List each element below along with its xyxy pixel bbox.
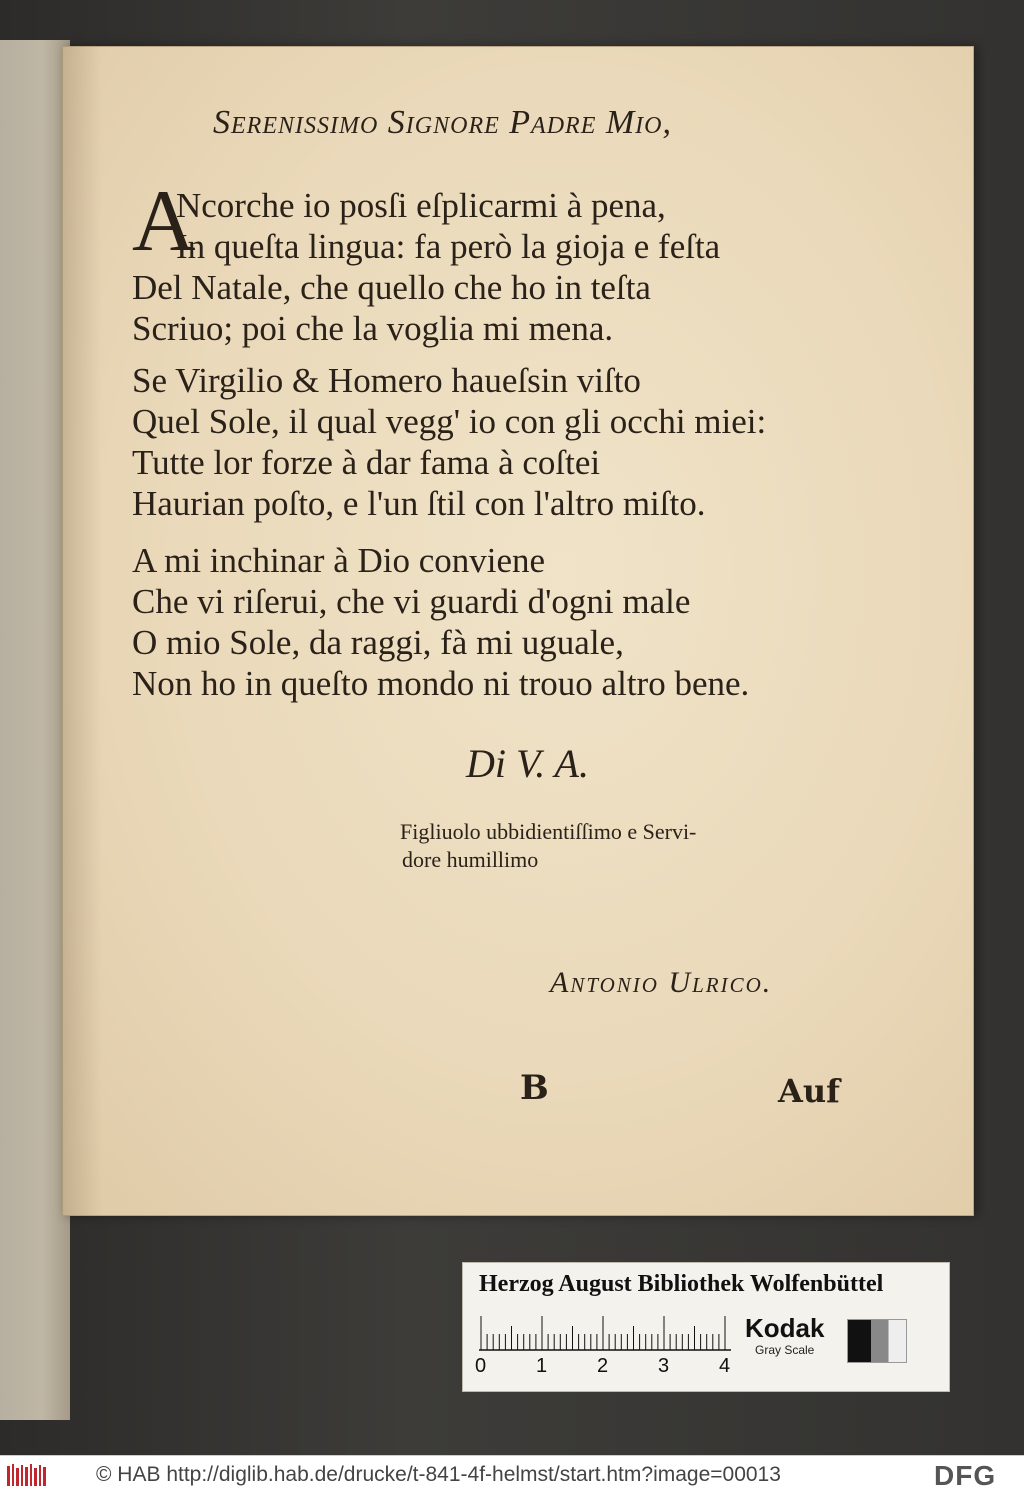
stanza-1 [132, 185, 720, 349]
verse-line: Del Natale, che quello che ho in teſta [132, 268, 651, 307]
drop-cap: A [132, 173, 196, 270]
catchword: Auf [778, 1072, 840, 1110]
stanza-2 [132, 360, 766, 524]
subscription [400, 818, 696, 874]
ruler-number: 1 [536, 1355, 548, 1377]
previous-leaf-edge [0, 40, 70, 1420]
color-ruler-card [462, 1262, 950, 1392]
copyright-url-link[interactable]: © HAB http://diglib.hab.de/drucke/t-841-4f-helmst/start.htm?image=00013 [96, 1463, 781, 1486]
page-gutter-shadow [62, 46, 102, 1216]
verse-line: Quel Sole, il qual vegg' io con gli occhi miei: [132, 402, 767, 441]
verse-line: In queſta lingua: fa però la gioja e feſta [176, 227, 721, 266]
gray-scale-swatch [847, 1319, 907, 1363]
subscription-line: dore humillimo [402, 847, 539, 872]
kodak-logo: Kodak [745, 1313, 825, 1343]
ruler-scale [479, 1315, 731, 1351]
subscription-line: Figliuolo ubbidientiſſimo e Servi- [400, 819, 697, 844]
gray-scale-label: Gray Scale [755, 1343, 815, 1357]
ruler-number: 0 [475, 1355, 487, 1377]
verse-line: Non ho in queſto mondo ni trouo altro bene. [132, 664, 750, 703]
verse-line: Che vi riſerui, che vi guardi d'ogni male [132, 582, 691, 621]
verse-line: O mio Sole, da raggi, fà mi uguale, [132, 623, 624, 662]
ruler-number: 2 [597, 1355, 609, 1377]
ruler-number: 4 [719, 1355, 731, 1377]
verse-line: A mi inchinar à Dio conviene [132, 541, 546, 580]
ruler-number: 3 [658, 1355, 670, 1377]
verse-line: Scriuo; poi che la voglia mi mena. [132, 309, 614, 348]
verse-line: Tutte lor forze à dar fama à coſtei [132, 443, 601, 482]
signature-mark: B [520, 1068, 549, 1108]
dfg-logo: DFG [934, 1460, 997, 1491]
closing-formula: Di V. A. [466, 741, 589, 786]
ruler-numbers [475, 1355, 780, 1378]
stanza-3 [132, 540, 749, 704]
signature-name: Antonio Ulrico. [550, 966, 773, 999]
footer-bar [0, 1455, 1024, 1494]
page-heading: Serenissimo Signore Padre Mio, [213, 104, 673, 141]
verse-line: Ncorche io posſi eſplicarmi à pena, [176, 186, 666, 225]
hab-barcode-icon [6, 1462, 48, 1488]
ruler-library-title: Herzog August Bibliothek Wolfenbüttel [479, 1271, 884, 1297]
verse-line: Haurian poſto, e l'un ſtil con l'altro miſto. [132, 484, 706, 523]
verse-line: Se Virgilio & Homero haueſsin viſto [132, 361, 641, 400]
